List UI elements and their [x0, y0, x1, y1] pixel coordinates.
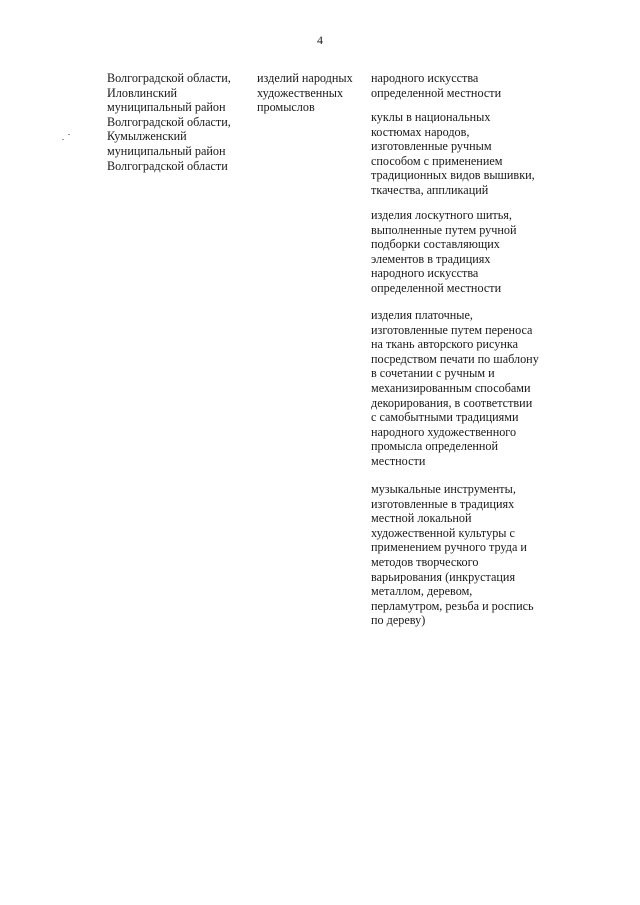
item-line: выполненные путем ручной [371, 222, 517, 237]
region-line: муниципальный район [107, 100, 226, 115]
region-line: Волгоградской области, [107, 114, 231, 129]
item-line: в сочетании с ручным и [371, 366, 495, 381]
item-line: изготовленные в традициях [371, 496, 515, 511]
region-line: муниципальный район [107, 143, 226, 158]
item-line: посредством печати по шаблону [371, 351, 539, 366]
item-line: определенной местности [371, 85, 502, 100]
item-line: декорирования, в соответствии [371, 395, 533, 410]
item-line: местности [371, 453, 426, 468]
item-line: на ткань авторского рисунка [371, 337, 519, 352]
item-line: народного искусства [371, 71, 479, 85]
item-entry [371, 71, 501, 100]
category-line: художественных [257, 85, 344, 100]
item-line: куклы в национальных [371, 110, 491, 124]
item-line: изделия платочные, [371, 308, 473, 322]
item-line: изготовленные путем переноса [371, 322, 533, 337]
page-number: 4 [317, 33, 323, 47]
region-line: Иловлинский [107, 85, 178, 100]
item-line: местной локальной [371, 511, 472, 526]
category-line: изделий народных [257, 71, 353, 85]
category-column [257, 71, 365, 115]
item-line: перламутром, резьба и роспись [371, 598, 534, 613]
item-line: металлом, деревом, [371, 584, 473, 599]
item-line: определенной местности [371, 280, 502, 295]
item-line: механизированным способами [371, 380, 531, 395]
item-entry [371, 208, 517, 296]
item-line: костюмах народов, [371, 124, 470, 139]
region-line: Волгоградской области, [107, 71, 231, 85]
item-line: методов творческого [371, 554, 479, 569]
item-line: традиционных видов вышивки, [371, 168, 535, 183]
item-entry [371, 482, 534, 628]
item-line: ткачества, аппликаций [371, 182, 489, 197]
item-line: изготовленные ручным [371, 139, 492, 154]
scan-speck [62, 139, 64, 140]
item-line: с самобытными традициями [371, 410, 519, 425]
region-line: Волгоградской области [107, 158, 228, 173]
region-column [107, 71, 257, 173]
item-line: способом с применением [371, 153, 503, 168]
item-line: изделия лоскутного шитья, [371, 208, 512, 222]
item-line: подборки составляющих [371, 237, 500, 252]
item-line: по дереву) [371, 613, 426, 628]
scan-speck [68, 134, 70, 135]
region-line: Кумылженский [107, 129, 187, 144]
item-entry [371, 308, 539, 469]
item-entry [371, 110, 535, 198]
item-line: элементов в традициях [371, 251, 491, 266]
item-line: народного художественного [371, 424, 517, 439]
item-line: художественной культуры с [371, 525, 515, 540]
item-line: промысла определенной [371, 439, 499, 454]
item-line: народного искусства [371, 266, 479, 281]
item-line: применением ручного труда и [371, 540, 527, 555]
item-line: варьирования (инкрустация [371, 569, 516, 584]
item-line: музыкальные инструменты, [371, 482, 516, 496]
category-line: промыслов [257, 100, 315, 115]
